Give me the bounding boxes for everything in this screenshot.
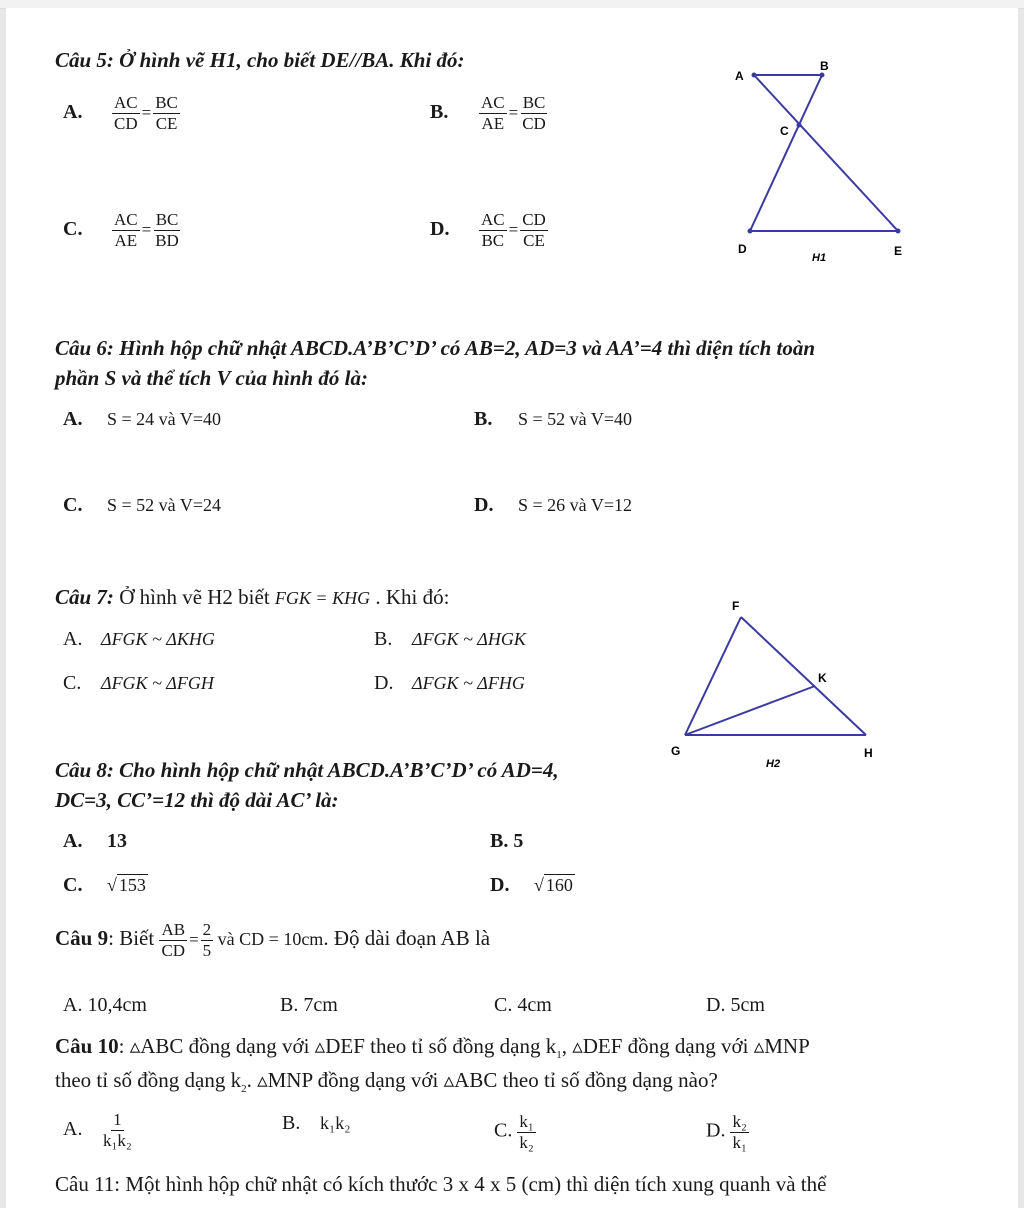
q8-option-c[interactable] — [63, 874, 148, 897]
option-label: C. — [494, 994, 513, 1016]
q9-option-c[interactable] — [494, 994, 552, 1017]
option-label: B. — [490, 830, 509, 852]
q10-option-c[interactable]: C. $\frac{\text{k₁}}{\text{k₂}}$ — [494, 1112, 534, 1152]
option-label: D. — [706, 994, 726, 1016]
q9-title: Câu 9: Biết $\frac{AB}{CD}$ = $\frac{2}{5}$ và CD = 10cm. Độ dài đoạn AB là — [55, 920, 491, 960]
segment-ae — [754, 75, 898, 231]
fraction: $\frac{AC}{AE}$ — [114, 210, 138, 250]
option-label: A. — [63, 408, 83, 430]
q10-option-d[interactable]: D. $\frac{\text{k₂}}{\text{k₁}}$ — [706, 1112, 747, 1152]
q8-title-line1: Câu 8: Cho hình hộp chữ nhật ABCD.A’B’C’D’ có AD=4, — [55, 758, 559, 782]
option-text: ΔFGK ~ ΔKHG — [101, 629, 215, 649]
q10-line1: Câu 10: ▵ABC đồng dạng với ▵DEF theo tỉ số đồng dạng $k_1$, ▵DEF đồng dạng với ▵MNP — [55, 1034, 810, 1062]
label-b: B — [820, 59, 829, 73]
option-label: D. — [474, 494, 494, 516]
q10-option-b[interactable] — [282, 1112, 351, 1135]
option-text: 13 — [107, 830, 127, 852]
q5-option-d[interactable]: D. $\frac{AC}{BC}$ = $\frac{CD}{CE}$ — [430, 210, 546, 250]
q6-option-a[interactable] — [63, 408, 221, 431]
fraction: $\frac{CD}{CE}$ — [522, 210, 546, 250]
q5-option-a[interactable]: A. $\frac{AC}{CD}$ = $\frac{BC}{CE}$ — [63, 93, 178, 133]
figure-h2 — [665, 592, 895, 777]
option-label: A. — [63, 1117, 83, 1140]
label-g: G — [671, 744, 681, 758]
q7-title: Câu 7: Ở hình vẽ H2 biết FGK = KHG . Khi đó: — [55, 585, 450, 609]
option-text: ΔFGK ~ ΔHGK — [412, 629, 526, 649]
option-label: B. — [282, 1112, 301, 1134]
option-label: A. — [63, 628, 83, 650]
option-label: C. — [63, 494, 83, 516]
fraction: $\frac{BC}{BD}$ — [155, 210, 179, 250]
option-label: B. — [280, 994, 299, 1016]
option-text: S = 26 và V=12 — [518, 495, 632, 515]
option-label: C. — [63, 874, 83, 896]
q6-title-line1: Câu 6: Hình hộp chữ nhật ABCD.A’B’C’D’ có AB=2, AD=3 và AA’=4 thì diện tích toàn — [55, 336, 816, 360]
option-text: ΔFGK ~ ΔFHG — [412, 673, 525, 693]
option-label: A. — [63, 994, 83, 1016]
option-text: 5cm — [730, 994, 765, 1016]
q7-option-d[interactable] — [374, 672, 525, 695]
option-label: D. — [430, 217, 450, 240]
point-c — [797, 123, 802, 128]
sqrt-expression: √ 160 — [534, 875, 573, 895]
option-text: k₁k₂ — [320, 1113, 351, 1133]
fraction: $\frac{BC}{CD}$ — [522, 93, 546, 133]
option-text: 5 — [513, 830, 524, 852]
option-label: C. — [63, 672, 82, 694]
label-e: E — [894, 244, 903, 258]
label-h: H — [864, 746, 873, 760]
segment-fh — [741, 617, 866, 735]
q6-title-line2: phần S và thể tích V của hình đó là: — [55, 366, 368, 390]
q7-option-a[interactable] — [63, 628, 215, 651]
figure-name: H1 — [812, 252, 827, 264]
figure-name: H2 — [766, 758, 781, 770]
q9-option-b[interactable] — [280, 994, 338, 1017]
q5-option-c[interactable]: C. $\frac{AC}{AE}$ = $\frac{BC}{BD}$ — [63, 210, 179, 250]
fraction: $\frac{BC}{CE}$ — [155, 93, 178, 133]
option-text: S = 52 và V=24 — [107, 495, 221, 515]
point-b — [820, 73, 825, 78]
option-label: A. — [63, 830, 83, 852]
q10-option-a[interactable]: A. $\frac{1}{\text{k₁k₂}}$ — [63, 1110, 132, 1150]
q5-title: Câu 5: Ở hình vẽ H1, cho biết DE//BA. Khi đó: — [55, 48, 465, 72]
q7-option-b[interactable] — [374, 628, 526, 651]
sqrt-expression: √ 153 — [107, 875, 146, 895]
option-label: B. — [374, 628, 393, 650]
q5-option-b[interactable]: B. $\frac{AC}{AE}$ = $\frac{BC}{CD}$ — [430, 93, 546, 133]
segment-bd — [750, 75, 822, 231]
q9-option-d[interactable] — [706, 994, 765, 1017]
q8-option-d[interactable] — [490, 874, 575, 897]
label-c: C — [780, 124, 789, 138]
q9-option-a[interactable] — [63, 994, 147, 1017]
q10-line2: theo tỉ số đồng dạng $k_2$. ▵MNP đồng dạng với ▵ABC theo tỉ số đồng dạng nào? — [55, 1068, 718, 1096]
option-label: D. — [490, 874, 510, 896]
figure-h1 — [730, 55, 920, 270]
option-label: C. — [494, 1119, 513, 1142]
label-d: D — [738, 242, 747, 256]
label-a: A — [735, 69, 744, 83]
option-label: D. — [706, 1119, 726, 1142]
point-a — [752, 73, 757, 78]
option-label: D. — [374, 672, 394, 694]
fraction: $\frac{AC}{CD}$ — [114, 93, 138, 133]
option-text: ΔFGK ~ ΔFGH — [101, 673, 214, 693]
option-label: A. — [63, 100, 83, 123]
option-text: S = 24 và V=40 — [107, 409, 221, 429]
fraction: $\frac{AC}{AE}$ — [481, 93, 505, 133]
point-e — [896, 229, 901, 234]
option-text: 7cm — [303, 994, 338, 1016]
q7-option-c[interactable] — [63, 672, 214, 695]
label-k: K — [818, 671, 827, 685]
q8-option-b[interactable] — [490, 830, 523, 853]
option-text: 10,4cm — [87, 994, 147, 1016]
option-label: B. — [474, 408, 493, 430]
option-text: 4cm — [517, 994, 552, 1016]
option-text: S = 52 và V=40 — [518, 409, 632, 429]
q6-option-d[interactable] — [474, 494, 632, 517]
option-label: B. — [430, 100, 449, 123]
q8-option-a[interactable] — [63, 830, 127, 853]
q8-title-line2: DC=3, CC’=12 thì độ dài AC’ là: — [55, 788, 339, 812]
label-f: F — [732, 599, 740, 613]
fraction: $\frac{AC}{BC}$ — [481, 210, 505, 250]
point-d — [748, 229, 753, 234]
q11-title: Câu 11: Một hình hộp chữ nhật có kích thước 3 x 4 x 5 (cm) thì diện tích xung quanh và thể — [55, 1172, 827, 1196]
q6-option-b[interactable] — [474, 408, 632, 431]
option-label: C. — [63, 217, 83, 240]
q6-option-c[interactable] — [63, 494, 221, 517]
